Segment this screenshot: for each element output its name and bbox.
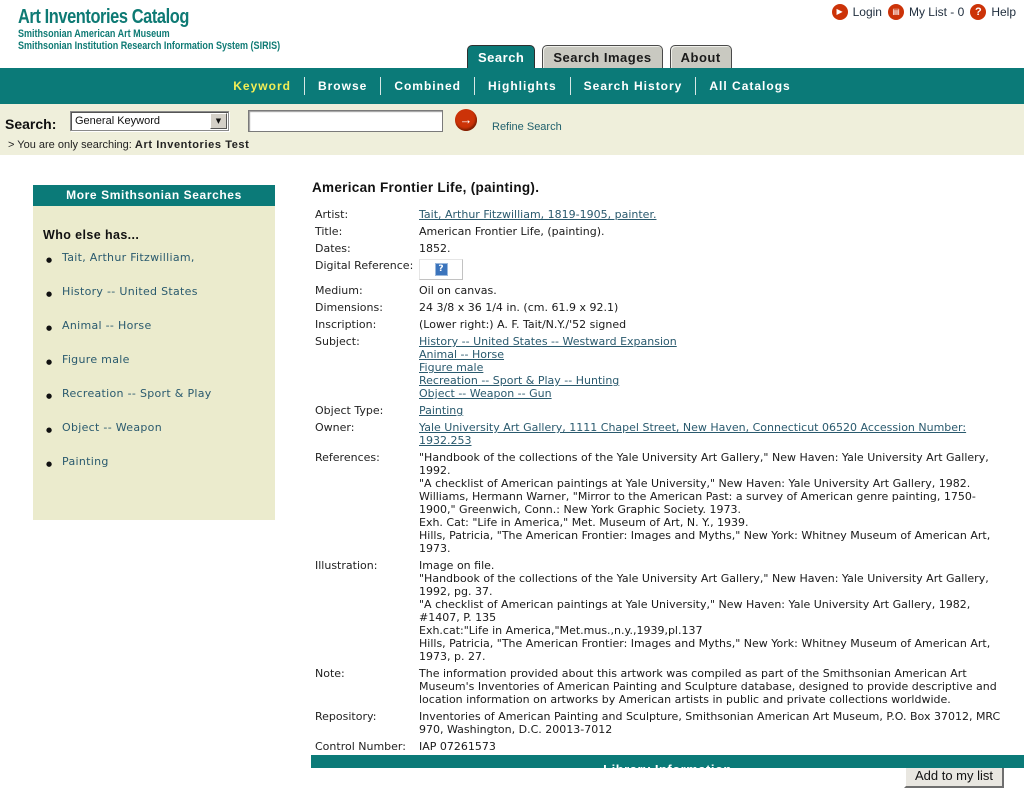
subject-link-recreation[interactable]: Recreation -- Sport & Play -- Hunting: [419, 374, 620, 387]
sidebar-heading: Who else has...: [43, 228, 140, 242]
nav-search-history[interactable]: Search History: [570, 77, 696, 95]
field-title: Title: American Frontier Life, (painting).: [315, 225, 605, 238]
logo-subtitle-siris: Smithsonian Institution Research Information System (SIRIS): [18, 40, 281, 52]
artist-link[interactable]: Tait, Arthur Fitzwilliam, 1819-1905, painter.: [419, 208, 657, 221]
field-repository: Repository: Inventories of American Painting and Sculpture, Smithsonian American Art Museum, P.O. Box 37012, MRC 970, Washington, D.C. 20013-7012: [315, 710, 1001, 736]
chevron-down-icon[interactable]: ▼: [210, 113, 227, 129]
record-detail: [311, 180, 1004, 788]
nav-highlights[interactable]: Highlights: [474, 77, 570, 95]
field-inscription: Inscription: (Lower right:) A. F. Tait/N.Y./'52 signed: [315, 318, 627, 331]
page-header: [0, 0, 1024, 52]
object-type-link[interactable]: Painting: [419, 404, 464, 417]
more-searches-sidebar: [33, 185, 275, 520]
nav-all-catalogs[interactable]: All Catalogs: [695, 77, 803, 95]
record-title: American Frontier Life, (painting).: [312, 180, 540, 195]
field-references: References: "Handbook of the collections of the Yale University Art Gallery," New Haven: Yale University Art Gallery, 1992. "A checklist of American paintings at Yale University," New Haven: Yale University Art Gallery, 1982. Williams, Hermann Warner, "Mirror to the American Past: a survey of American genre painting, 1750-1900," Greenwich, Conn.: New York Graphic Society. 1973. Exh. Cat: "Life in America," Met. Museum of Art, N. Y., 1939. Hills, Patricia, "The American Frontier: Images and Myths," New York: Whitney Museum of American Art, 1973.: [315, 451, 991, 555]
tab-search[interactable]: Search: [467, 45, 535, 68]
search-input[interactable]: [248, 110, 443, 132]
sidebar-item-object-weapon[interactable]: ● Object -- Weapon: [43, 421, 265, 434]
tab-search-images[interactable]: Search Images: [542, 45, 662, 68]
field-dimensions: Dimensions: 24 3/8 x 36 1/4 in. (cm. 61.9 x 92.1): [315, 301, 619, 314]
my-list-label: My List - 0: [908, 5, 965, 19]
search-scope-prefix: > You are only searching:: [8, 139, 135, 151]
arrow-right-circle-icon: →: [459, 112, 473, 127]
question-circle-icon: ?: [970, 4, 986, 20]
sidebar-body: [33, 206, 275, 520]
help-label: Help: [991, 5, 1016, 19]
nav-combined[interactable]: Combined: [380, 77, 474, 95]
sidebar-item-figure-male[interactable]: ● Figure male: [43, 353, 265, 366]
my-list-link[interactable]: [888, 4, 964, 20]
field-control-number: Control Number: IAP 07261573: [315, 740, 496, 753]
sidebar-item-recreation[interactable]: ● Recreation -- Sport & Play: [43, 387, 265, 400]
subject-link-figure[interactable]: Figure male: [419, 361, 484, 374]
site-logo: [18, 7, 338, 52]
footer-section-heading: Library Information: [603, 762, 732, 777]
field-note: Note: The information provided about this artwork was compiled as part of the Smithsonian American Art Museum's Inventories of American Painting and Sculpture database, designed to provide descriptive and location information on artworks by American artists in public and private collections worldwide.: [315, 667, 997, 706]
owner-link[interactable]: Yale University Art Gallery, 1111 Chapel Street, New Haven, Connecticut 06520 Accession Number: 1932.253: [419, 421, 967, 447]
document-circle-icon: ▤: [888, 4, 904, 20]
sidebar-item-painting[interactable]: ● Painting: [43, 455, 265, 468]
nav-browse[interactable]: Browse: [304, 77, 380, 95]
utility-links: [832, 4, 1016, 20]
field-owner: Owner: Yale University Art Gallery, 1111 Chapel Street, New Haven, Connecticut 06520 Accession Number: 1932.253: [315, 421, 967, 447]
play-circle-icon: ▶: [832, 4, 848, 20]
field-subject: Subject: History -- United States -- Westward Expansion Animal -- Horse Figure male Recreation -- Sport & Play -- Hunting Object -- Weapon -- Gun: [315, 335, 677, 400]
nav-keyword[interactable]: Keyword: [233, 79, 291, 93]
broken-image-icon: ?: [435, 263, 448, 276]
sidebar-item-artist[interactable]: ● Tait, Arthur Fitzwilliam,: [43, 251, 265, 264]
subject-link-history[interactable]: History -- United States -- Westward Expansion: [419, 335, 677, 348]
logo-title: Art Inventories Catalog: [18, 6, 190, 28]
subject-link-animal[interactable]: Animal -- Horse: [419, 348, 505, 361]
sidebar-item-animal-horse[interactable]: ● Animal -- Horse: [43, 319, 265, 332]
sidebar-list: [43, 251, 265, 468]
subject-link-object[interactable]: Object -- Weapon -- Gun: [419, 387, 552, 400]
login-link[interactable]: [832, 4, 882, 20]
login-label: Login: [852, 5, 882, 19]
help-link[interactable]: [970, 4, 1016, 20]
search-scope-value: Art Inventories Test: [134, 139, 250, 151]
sidebar-item-history-us[interactable]: ● History -- United States: [43, 285, 265, 298]
logo-subtitle-museum: Smithsonian American Art Museum: [18, 28, 170, 40]
search-go-button[interactable]: [455, 109, 477, 131]
search-scope-line: [8, 139, 249, 151]
add-to-my-list-button[interactable]: Add to my list: [904, 763, 1004, 788]
search-type-selected-value: General Keyword: [75, 115, 160, 127]
sidebar-title: More Smithsonian Searches: [33, 185, 275, 206]
refine-search-link[interactable]: Refine Search: [492, 121, 562, 133]
field-illustration: Illustration: Image on file. "Handbook of the collections of the Yale University Art Gallery," New Haven: Yale University Art Gallery, 1992, pg. 37. "A checklist of American paintings at Yale University," New Haven: Yale University Art Gallery, 1982, #1407, P. 135 Exh.cat:"Life in America,"Met.mus.,n.y.,1939,pl.137 Hills, Patricia, "The American Frontier: Images and Myths," New York: Whitney Museum of American Art, 1973, p. 27.: [315, 559, 991, 663]
search-label: Search:: [5, 116, 57, 132]
field-medium: Medium: Oil on canvas.: [315, 284, 497, 297]
search-mode-nav: [0, 68, 1024, 104]
tab-about[interactable]: About: [670, 45, 732, 68]
main-tabs: [467, 44, 732, 68]
field-object-type: Object Type: Painting: [315, 404, 464, 417]
search-type-select[interactable]: [70, 111, 229, 131]
field-digital-reference: Digital Reference: ?: [311, 259, 1004, 280]
broken-image-placeholder[interactable]: [419, 259, 463, 280]
field-artist: Artist: Tait, Arthur Fitzwilliam, 1819-1905, painter.: [315, 208, 657, 221]
field-dates: Dates: 1852.: [315, 242, 451, 255]
